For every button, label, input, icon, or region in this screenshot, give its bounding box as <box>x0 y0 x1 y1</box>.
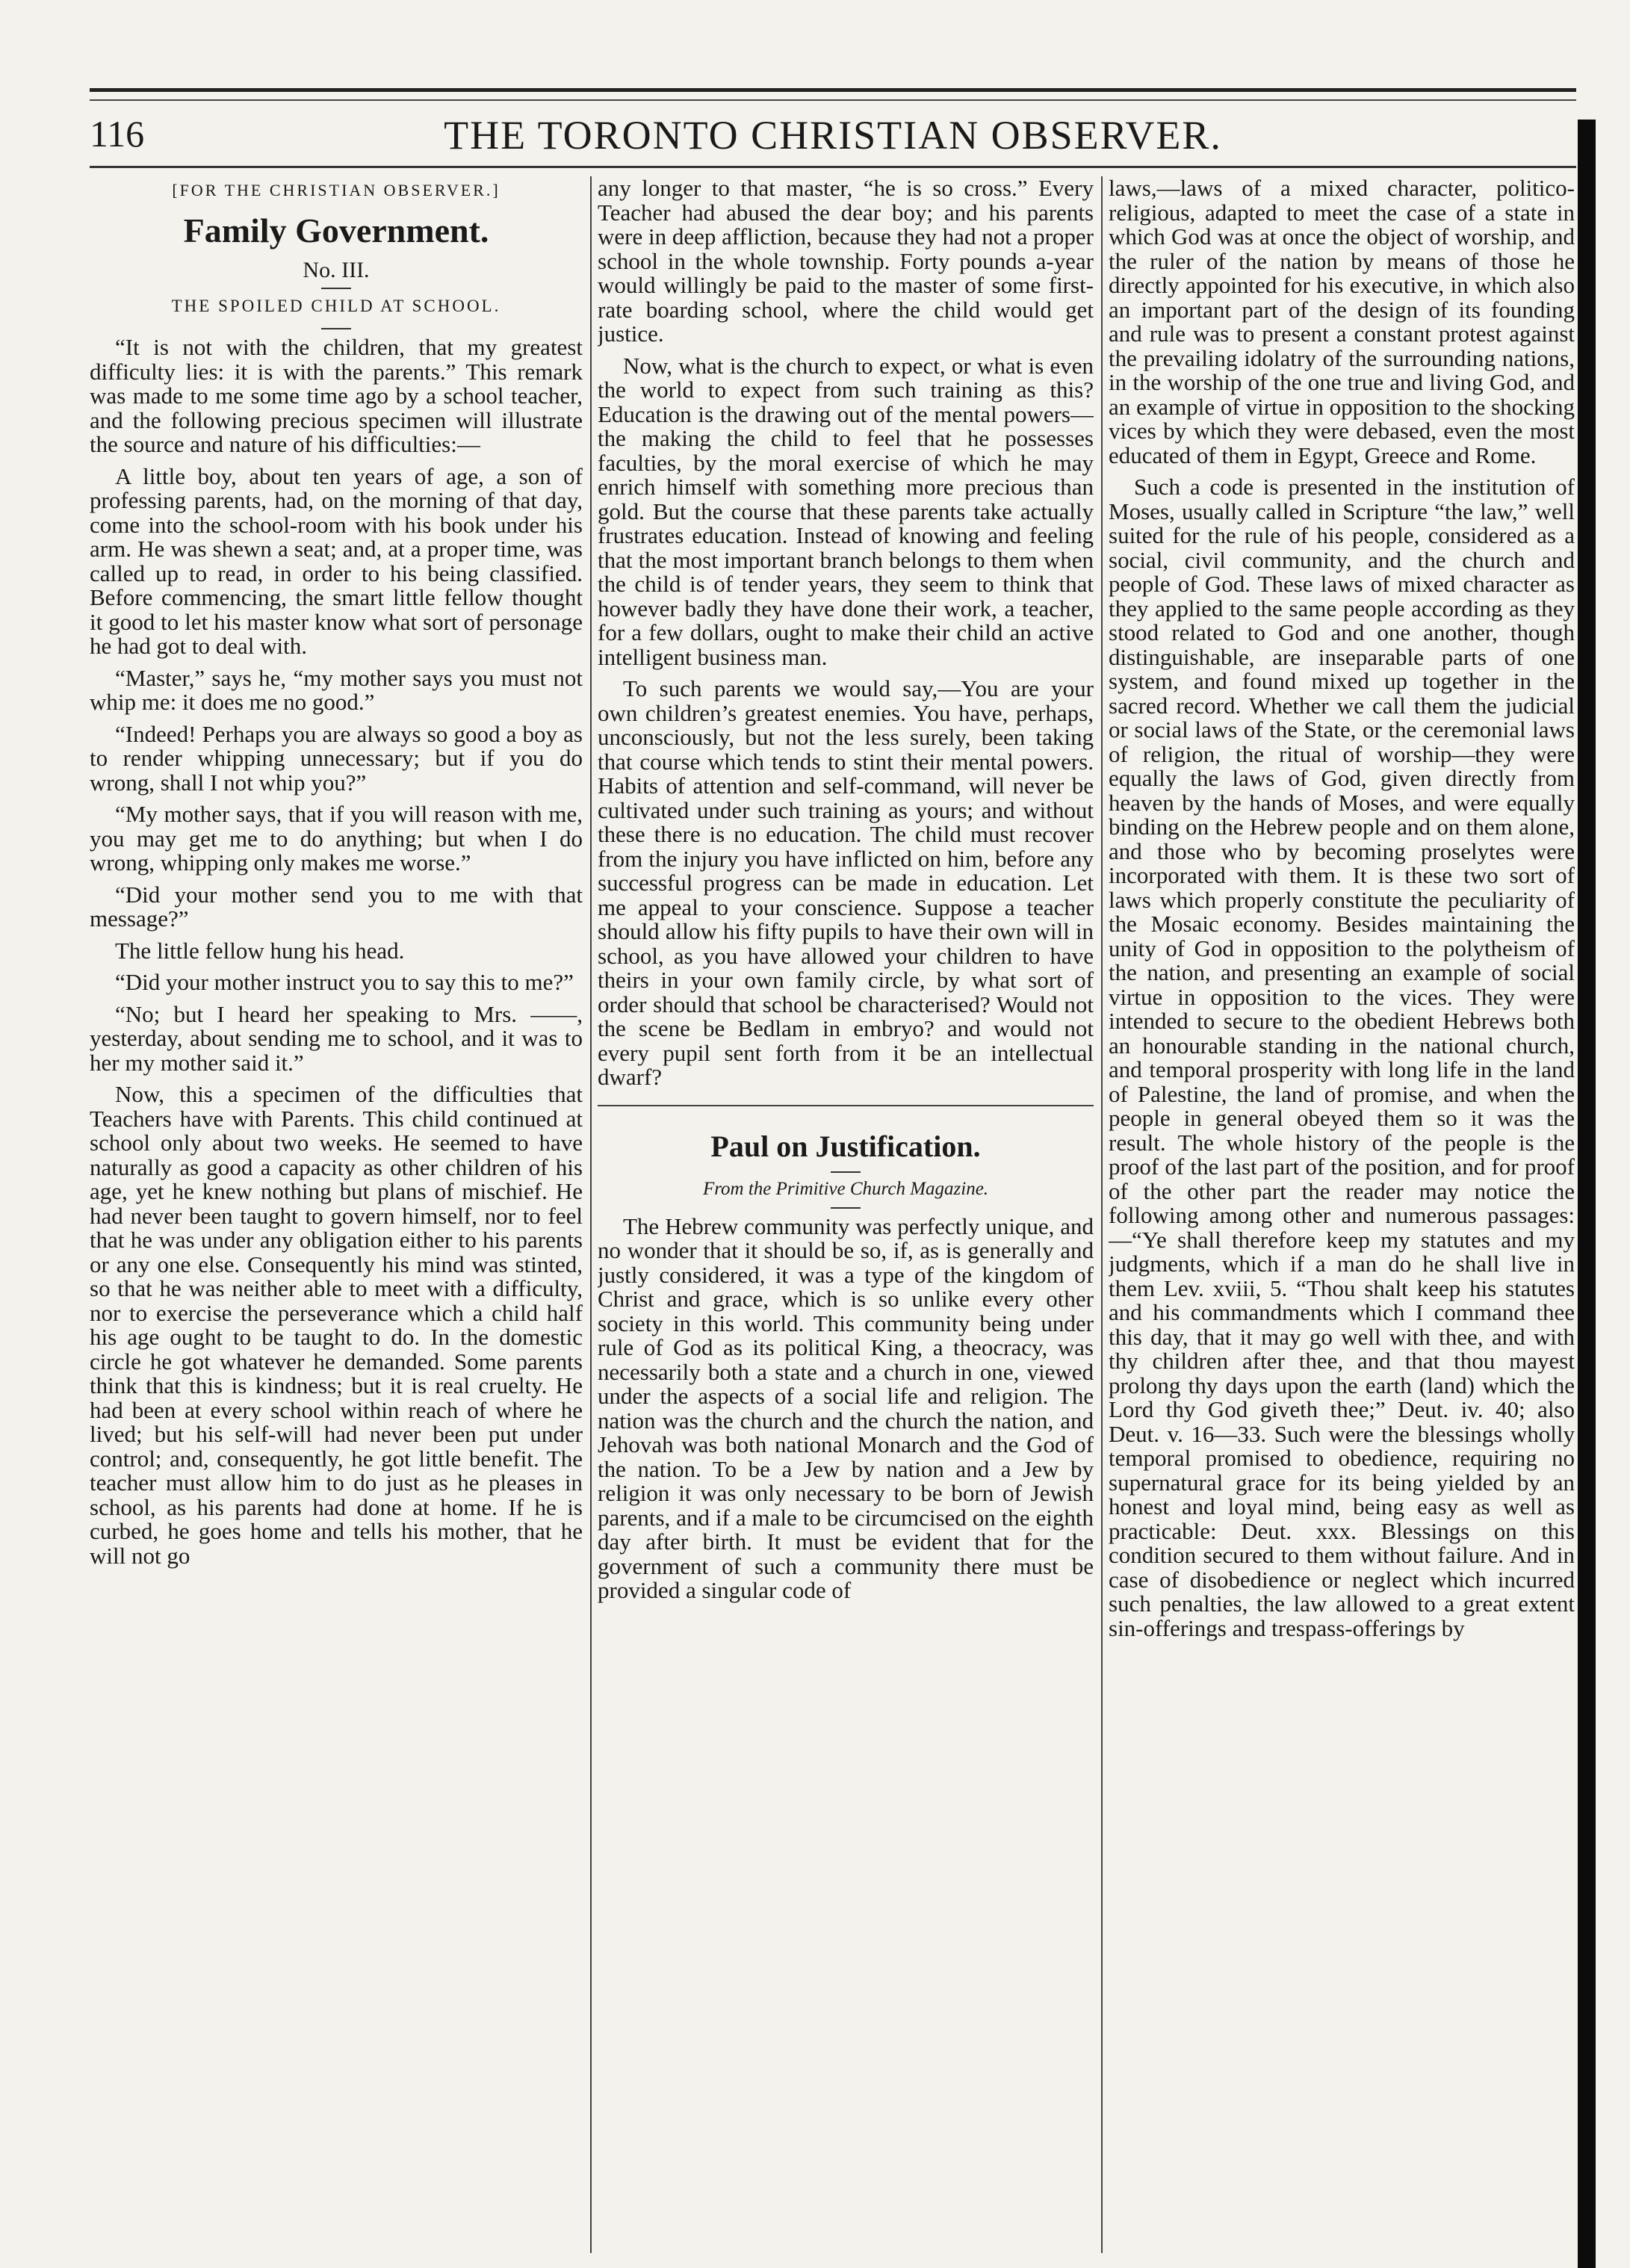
paragraph: The Hebrew community was perfectly unique, and no wonder that it should be so, if, as is generally and justly considered, it was a type of the kingdom of Christ and grace, which is so unlike every other society in this world. This community being under rule of God as its political King, a theocracy, was necessarily both a state and a church in one, viewed under the aspects of a social life and religion. The nation was the church and the church the nation, and Jehovah was both national Monarch and the God of the nation. To be a Jew by nation and a Jew by religion it was only necessary to be born of Jewish parents, and if a male to be circumcised on the eighth day after birth. It must be evident that for the government of such a community there must be provided a singular code of <box>598 1212 1094 1603</box>
article-title: Paul on Justification. <box>710 1129 981 1163</box>
paragraph: “Did your mother instruct you to say this to me?” <box>115 969 574 995</box>
paragraph: Now, what is the church to expect, or what is even the world to expect from such training as this? Education is the drawing out of the mental powers—the making the child to feel that he possesses faculties, by the moral exercise of which he may enrich himself with something more precious than gold. But the course that these parents take actually frustrates education. Instead of knowing and feeling that the most important branch belongs to them when the child is of tender years, they seem to think that however badly they have done their work, a teacher, for a few dollars, ought to make their child an active intelligent business man. <box>598 352 1094 670</box>
article-number: No. III. <box>303 258 370 282</box>
divider-dash <box>321 328 351 329</box>
column-divider <box>1101 176 1103 2253</box>
page-number: 116 <box>90 113 145 155</box>
paragraph: To such parents we would say,—You are your own children’s greatest enemies. You have, perhaps, unconsciously, but not the less surely, been taking that course which tends to stint their mental powers. Habits of attention and self-command, will never be cultivated under such training as yours; and without these there is no education. The child must recover from the injury you have inflicted on him, before any successful progress can be made in education. Let me appeal to your conscience. Suppose a teacher should allow his fifty pupils to have their own will in school, as you have allowed your children to have theirs in your own family circle, by what sort of order should that school be characterised? Would not the scene be Bedlam in embryo? and would not every pupil sent forth from it be an intellectual dwarf? <box>598 675 1094 1090</box>
paragraph: Such a code is presented in the institution of Moses, usually called in Scripture “the law,” well suited for the rule of his people, considered as a social, civil community, and the church and people of God. These laws of mixed character as they applied to the same people according as they stood related to God and one another, though distinguishable, are inseparable parts of one system, and found mixed up together in the sacred record. Whether we call them the judicial or social laws of the State, or the ceremonial laws of religion, the ritual of worship—they were equally the laws of God, given directly from heaven by the hands of Moses, and were equally binding on the Hebrew people and on them alone, and those who by becoming proselytes were incorporated with them. It is these two sort of laws which properly constitute the peculiarity of the Mosaic economy. Besides maintaining the unity of God in opposition to the polytheism of the nation, and presenting an example of social virtue in opposition to the vices. They were intended to secure to the obedient Hebrews both an honourable standing in the national church, and temporal prosperity with long life in the land of Palestine, the land of promise, and when the people in general obeyed them so it was the result. The whole history of the people is the proof of the last part of the position, and for proof of the other part the reader may notice the following among other and numerous passages:—“Ye shall therefore keep my statutes and my judgments, which if a man do he shall live in them Lev. xviii, 5. “Thou shalt keep his statutes and his commandments which I command thee this day, that it may go well with thee, and with thy children after thee, and that thou mayest prolong thy days upon the earth (land) which the Lord thy God giveth thee;” Deut. iv. 40; also Deut. v. 16—33. Such were the blessings wholly temporal promised to obedience, requiring no supernatural grace for its being yielded by an honest and loyal mind, being easy as well as practicable: Deut. xxx. Blessings on this condition secured to them without failure. And in case of disobedience or neglect which incurred such penalties, the law allowed to a great extent sin-offerings and trespass-offerings by <box>1109 474 1575 1641</box>
paragraph: “Master,” says he, “my mother says you must not whip me: it does me no good.” <box>90 664 583 715</box>
paragraph: A little boy, about ten years of age, a son of professing parents, had, on the morning of that day, come into the school-room with his book under his arm. He was shewn a seat; and, at a proper time, was called up to read, in order to his being classified. Before commencing, the smart little fellow thought it good to let his master know what sort of personage he had got to deal with. <box>90 462 583 659</box>
divider-dash <box>321 288 351 289</box>
paragraph: laws,—laws of a mixed character, politico-religious, adapted to meet the case of a state in which God was at once the object of worship, and the ruler of the nation by means of those he directly appointed for his executive, in which also an important part of the design of its founding and rule was to present a constant protest against the prevailing idolatry of the surrounding nations, in the worship of the one true and living God, and an example of virtue in opposition to the shocking vices by which they were debased, even the most educated of them in Egypt, Greece and Rome. <box>1109 176 1575 468</box>
column-2 <box>598 176 1094 2253</box>
column-3 <box>1109 176 1575 2253</box>
paragraph: “Did your mother send you to me with that message?” <box>90 881 583 932</box>
divider-dash <box>831 1171 861 1173</box>
column-1 <box>90 176 583 2253</box>
paragraph: any longer to that master, “he is so cross.” Every Teacher had abused the dear boy; and his parents were in deep affliction, because they had not a proper school in the whole township. Forty pounds a-year would willingly be paid to the master of some first-rate boarding school, where the child would get justice. <box>598 176 1094 347</box>
article-title: Family Government. <box>183 211 489 250</box>
header-rule <box>90 166 1576 168</box>
binding-edge <box>1578 120 1596 2268</box>
paragraph: Now, this a specimen of the difficulties that Teachers have with Parents. This child continued at school only about two weeks. He seemed to have naturally as good a capacity as other children of his age, yet he knew nothing but plans of mischief. He had never been taught to govern himself, nor to feel that he was under any obligation either to his parents or any one else. Consequently his mind was stinted, so that he was neither able to meet with a difficulty, nor to exercise the perseverance which a child half his age ought to be taught to do. In the domestic circle he got whatever he demanded. Some parents think that this is kindness; but it is real cruelty. He had been at every school within reach of where he lived; but his self-will had never been put under control; and, consequently, he got little benefit. The teacher must allow him to do just as he pleases in school, as his parents had done at home. If he is curbed, he goes home and tells his mother, that he will not go <box>90 1081 583 1569</box>
divider-dash <box>831 1207 861 1209</box>
top-border-rule <box>90 88 1576 101</box>
source-note: [FOR THE CHRISTIAN OBSERVER.] <box>172 181 501 199</box>
paragraph: “No; but I heard her speaking to Mrs. ——, yesterday, about sending me to school, and it was to her my mother said it.” <box>90 1000 583 1076</box>
paragraph: “It is not with the children, that my greatest difficulty lies: it is with the parents.” This remark was made to me some time ago by a school teacher, and the following precious specimen will illustrate the source and nature of his difficulties:— <box>90 334 583 457</box>
section-rule <box>598 1105 1094 1106</box>
article-source: From the Primitive Church Magazine. <box>702 1178 989 1199</box>
article-subtitle: THE SPOILED CHILD AT SCHOOL. <box>171 297 501 315</box>
page-header <box>90 112 1576 172</box>
paragraph: The little fellow hung his head. <box>115 937 405 964</box>
column-divider <box>590 176 592 2253</box>
paragraph: “Indeed! Perhaps you are always so good a boy as to render whipping unnecessary; but if you do wrong, shall I not whip you?” <box>90 720 583 796</box>
journal-title: THE TORONTO CHRISTIAN OBSERVER. <box>444 113 1222 158</box>
paragraph: “My mother says, that if you will reason with me, you may get me to do anything; but when I do wrong, whipping only makes me worse.” <box>90 801 583 876</box>
